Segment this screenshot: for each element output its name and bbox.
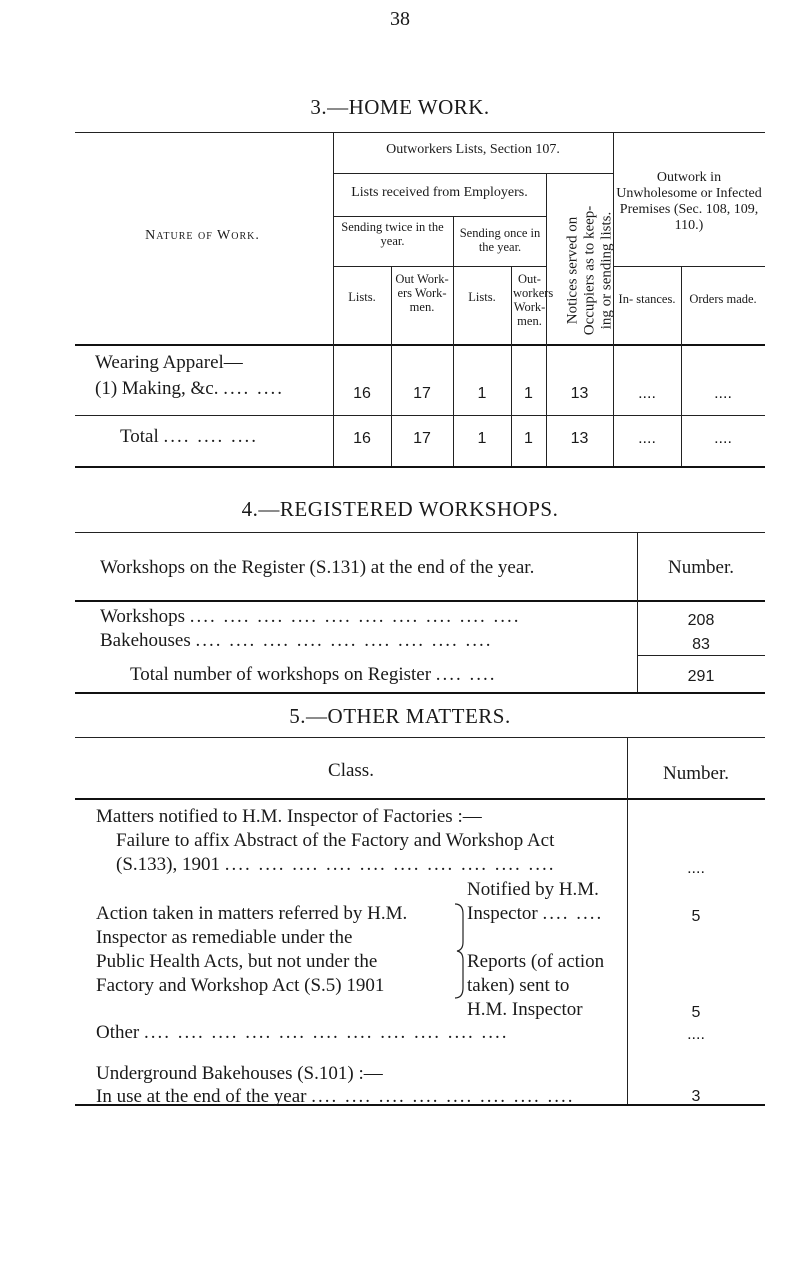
- outworkers-lists-header: Outworkers Lists, Section 107.: [386, 142, 560, 157]
- sending-once-header: Sending once in the year.: [459, 226, 541, 254]
- action-taken-text: Action taken in matters referred by H.M. Inspector as remediable under the Public Health Acts, but not under the Factory and Workshop Act (S.5) 1901: [96, 903, 408, 996]
- cell-instances: ....: [638, 385, 656, 402]
- workshops-number-header: Number.: [668, 557, 734, 578]
- notified-text: Notified by H.M. Inspector .... ....: [467, 879, 604, 924]
- s133-line: (S.133), 1901 .... .... .... .... .... .... .... .... .... ....: [116, 854, 556, 875]
- col-outworkers-header: Out Work- ers Work- men.: [395, 272, 449, 314]
- total-notices: 13: [570, 430, 589, 447]
- workshops-title: 4.—REGISTERED WORKSHOPS.: [241, 497, 559, 521]
- underground-bakehouses-line: Underground Bakehouses (S.101) :—: [96, 1063, 383, 1084]
- cell-notices: 13: [570, 385, 589, 402]
- matters-notified-line: Matters notified to H.M. Inspector of Factories :—: [96, 806, 482, 827]
- total-instances: ....: [638, 430, 656, 447]
- brace-icon: [453, 902, 467, 1000]
- cell-outworkers: 17: [413, 385, 431, 402]
- row-label-total: Total .... .... ....: [120, 426, 259, 447]
- total-lists2: 1: [477, 430, 487, 447]
- workshops-row: Workshops .... .... .... .... .... .... .... .... .... ....: [100, 606, 521, 627]
- row-label-making: (1) Making, &c. .... ....: [95, 378, 284, 399]
- outwork-unwholesome-header: Outwork in Unwholesome or Infected Premises (Sec. 108, 109, 110.): [616, 170, 762, 233]
- total-orders: ....: [714, 430, 732, 447]
- row-label-wearing-apparel: Wearing Apparel—: [95, 352, 243, 373]
- col-outworkers2-header: Out- workers Work- men.: [513, 272, 554, 328]
- workshops-total-row: Total number of workshops on Register .... ....: [130, 664, 497, 685]
- other-class-header: Class.: [328, 760, 374, 781]
- s133-value: ....: [687, 860, 705, 877]
- in-use-value: 3: [691, 1088, 701, 1105]
- col-lists2-header: Lists.: [468, 290, 496, 304]
- failure-affix-line: Failure to affix Abstract of the Factory and Workshop Act: [116, 830, 555, 851]
- col-lists-header: Lists.: [348, 290, 376, 304]
- col-orders-header: Orders made.: [689, 292, 757, 306]
- notified-value: 5: [691, 908, 701, 925]
- other-value: ....: [687, 1026, 705, 1043]
- cell-lists2: 1: [477, 385, 487, 402]
- bakehouses-row: Bakehouses .... .... .... .... .... .... .... .... ....: [100, 630, 493, 651]
- other-number-header: Number.: [663, 763, 729, 784]
- cell-lists: 16: [353, 385, 371, 402]
- cell-orders: ....: [714, 385, 732, 402]
- total-outworkers: 17: [413, 430, 431, 447]
- notices-header: Notices served on Occupiers as to keep- ing or sending lists.: [564, 205, 615, 336]
- total-outworkers2: 1: [524, 430, 533, 447]
- other-matters-title: 5.—OTHER MATTERS.: [289, 704, 511, 728]
- lists-received-header: Lists received from Employers.: [351, 185, 528, 200]
- col-instances-header: In- stances.: [618, 292, 676, 306]
- cell-outworkers2: 1: [524, 385, 533, 402]
- in-use-row: In use at the end of the year .... .... .... .... .... .... .... ....: [96, 1086, 575, 1107]
- reports-value: 5: [691, 1004, 701, 1021]
- page-number: 38: [390, 8, 410, 30]
- sending-twice-header: Sending twice in the year.: [341, 220, 444, 248]
- reports-text: Reports (of action taken) sent to H.M. Inspector: [467, 951, 605, 1020]
- bakehouses-value: 83: [692, 636, 710, 653]
- workshops-total-value: 291: [687, 668, 715, 685]
- home-work-title: 3.—HOME WORK.: [310, 95, 490, 119]
- other-row: Other .... .... .... .... .... .... .... .... .... .... ....: [96, 1022, 509, 1043]
- total-lists: 16: [353, 430, 371, 447]
- nature-of-work-header: Nature of Work.: [145, 228, 260, 243]
- workshops-value: 208: [687, 612, 715, 629]
- workshops-desc-header: Workshops on the Register (S.131) at the end of the year.: [100, 557, 535, 578]
